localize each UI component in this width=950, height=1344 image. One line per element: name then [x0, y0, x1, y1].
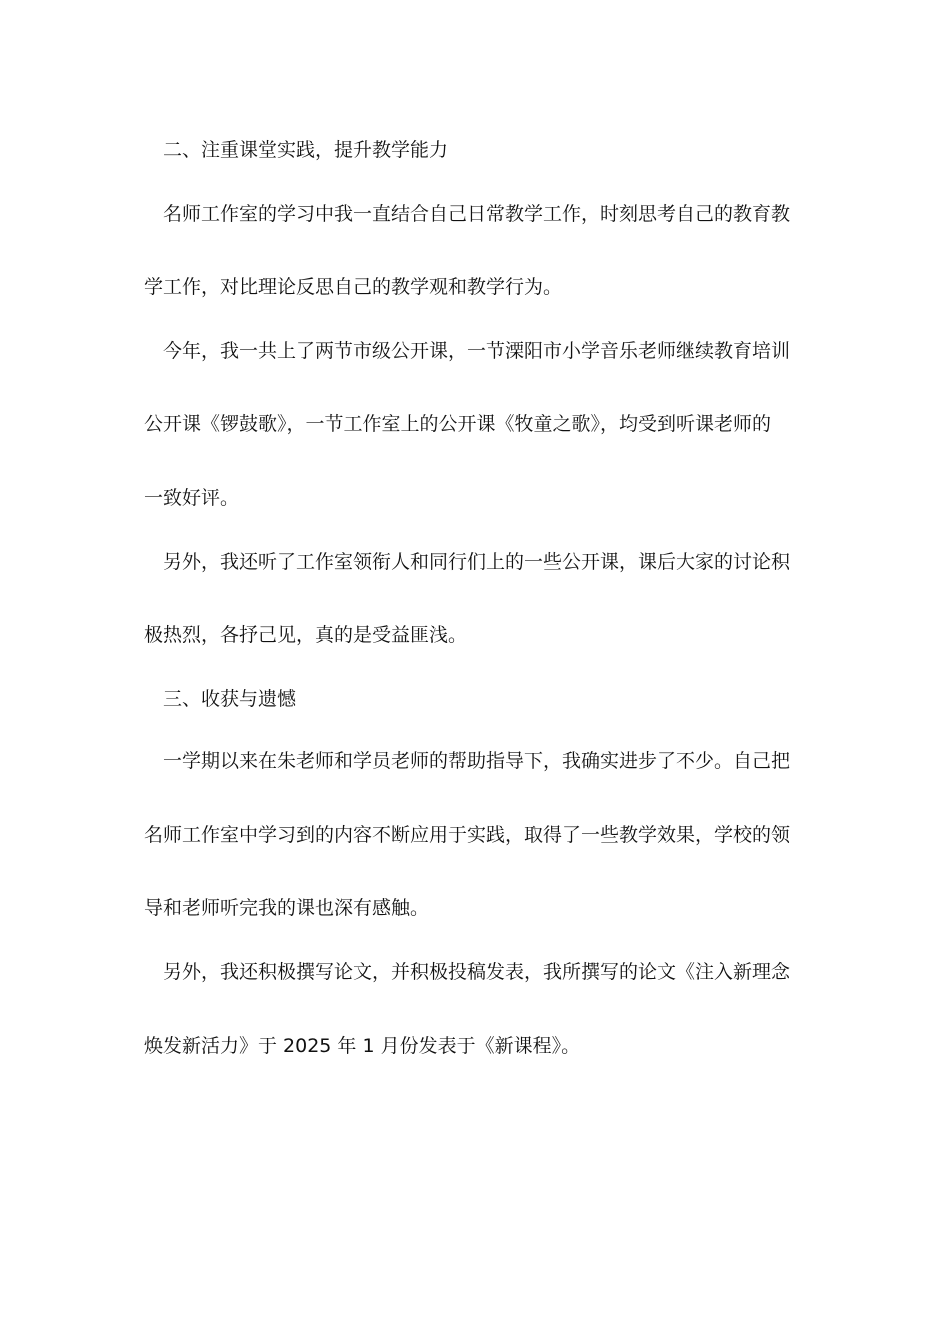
- paragraph-line: 另外，我还积极撰写论文，并积极投稿发表，我所撰写的论文《注入新理念: [163, 961, 791, 983]
- paragraph-line: 一致好评。: [144, 487, 240, 509]
- paragraph-line: 名师工作室的学习中我一直结合自己日常教学工作，时刻思考自己的教育教: [163, 203, 791, 225]
- paragraph-line: 导和老师听完我的课也深有感触。: [144, 897, 430, 919]
- paragraph-line: 焕发新活力》于 2025 年 1 月份发表于《新课程》。: [144, 1035, 581, 1057]
- paragraph-line: 今年，我一共上了两节市级公开课，一节溧阳市小学音乐老师继续教育培训: [163, 340, 791, 362]
- section-heading-harvest: 三、收获与遗憾: [163, 688, 297, 710]
- paragraph-line: 另外，我还听了工作室领衔人和同行们上的一些公开课，课后大家的讨论积: [163, 551, 791, 573]
- paragraph-line: 公开课《锣鼓歌》，一节工作室上的公开课《牧童之歌》，均受到听课老师的: [144, 413, 772, 435]
- paragraph-line: 一学期以来在朱老师和学员老师的帮助指导下，我确实进步了不少。自己把: [163, 750, 791, 772]
- paragraph-line: 学工作，对比理论反思自己的教学观和教学行为。: [144, 276, 563, 298]
- paragraph-line: 极热烈，各抒己见，真的是受益匪浅。: [144, 624, 468, 646]
- section-heading-practice: 二、注重课堂实践，提升教学能力: [163, 139, 449, 161]
- paragraph-line: 名师工作室中学习到的内容不断应用于实践，取得了一些教学效果，学校的领: [144, 824, 791, 846]
